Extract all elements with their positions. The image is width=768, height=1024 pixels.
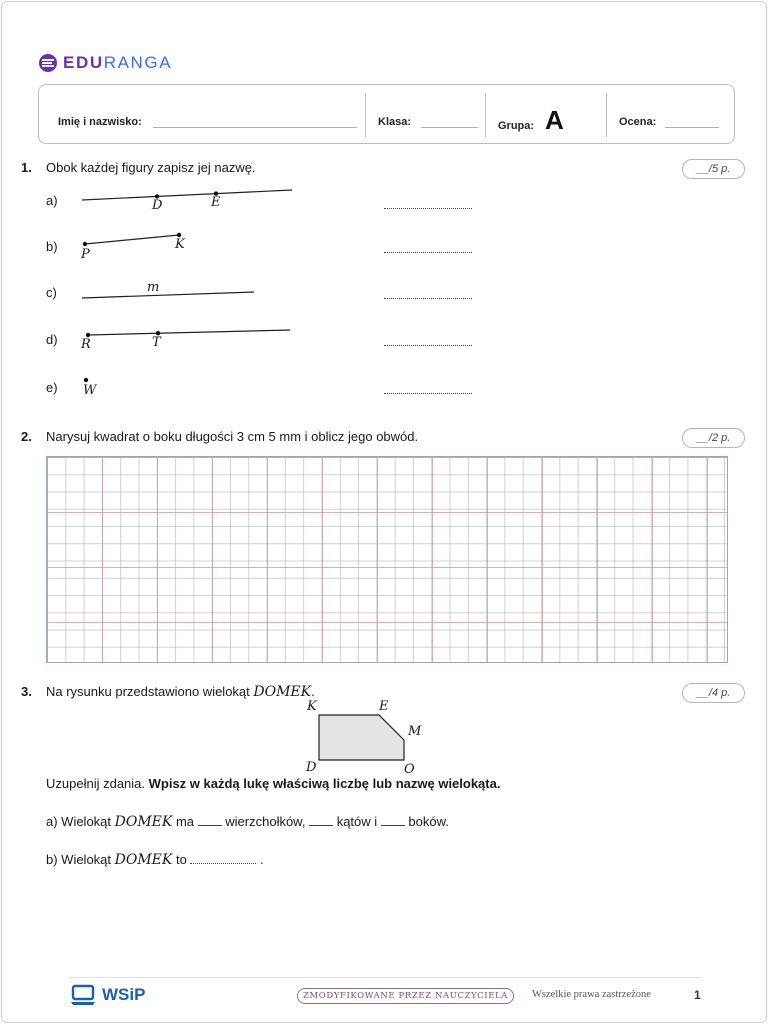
page-number: 1 <box>694 988 701 1002</box>
divider <box>485 93 486 137</box>
eduranga-logo <box>38 52 172 74</box>
group-value: A <box>545 105 564 135</box>
answer-field-e[interactable] <box>384 393 472 394</box>
point-d-label: D <box>152 198 163 213</box>
vertex-o-label: O <box>404 762 415 777</box>
vertex-e-label: E <box>379 699 389 714</box>
laptop-icon <box>70 984 96 1006</box>
question-2-points: __/2 p. <box>682 428 745 448</box>
figure-b-segment <box>85 235 179 244</box>
question-3-text: Na rysunku przedstawiono wielokąt DOMEK. <box>46 684 315 700</box>
blank-angles[interactable] <box>309 816 333 826</box>
grade-field[interactable] <box>665 127 719 128</box>
question-3-sentence-a: a) Wielokąt DOMEK ma wierzchołków, kątów i boków. <box>46 814 449 830</box>
polygon-domek <box>319 715 404 760</box>
q1-option-c-label: c) <box>46 285 57 300</box>
answer-field-b[interactable] <box>384 252 472 253</box>
wsip-logo-text: WSiP <box>102 985 146 1004</box>
vertex-m-label: M <box>408 724 422 739</box>
divider <box>606 93 607 137</box>
modified-badge: ZMODYFIKOWANE PRZEZ NAUCZYCIELA <box>297 988 514 1004</box>
question-3-points: __/4 p. <box>682 683 745 703</box>
figure-c-line <box>82 292 254 298</box>
q1-option-a-label: a) <box>46 193 58 208</box>
point-p-dot <box>83 242 87 246</box>
question-1-points: __/5 p. <box>682 159 745 179</box>
blank-polygon-name[interactable] <box>190 854 256 864</box>
name-label: Imię i nazwisko: <box>58 116 142 128</box>
answer-field-c[interactable] <box>384 298 472 299</box>
q1-option-e-label: e) <box>46 380 58 395</box>
answer-field-a[interactable] <box>384 208 472 209</box>
blank-sides[interactable] <box>381 816 405 826</box>
question-3-instruction: Uzupełnij zdania. Wpisz w każdą lukę właściwą liczbę lub nazwę wielokąta. <box>46 776 501 791</box>
figure-a-line <box>82 190 292 200</box>
q1-figures <box>72 182 312 402</box>
point-w-label: W <box>83 383 97 398</box>
footer-divider <box>70 977 702 978</box>
question-2-text: Narysuj kwadrat o boku długości 3 cm 5 mm i oblicz jego obwód. <box>46 429 419 444</box>
wsip-logo <box>70 984 145 1006</box>
point-t-label: T <box>152 335 161 350</box>
q1-option-b-label: b) <box>46 239 58 254</box>
question-3-number: 3. <box>21 684 32 699</box>
question-1-text: Obok każdej figury zapisz jej nazwę. <box>46 160 256 175</box>
vertex-k-label: K <box>307 699 317 714</box>
eduranga-logo-text: EDURANGA <box>63 53 173 72</box>
point-p-label: P <box>81 247 90 262</box>
point-e-label: E <box>211 195 221 210</box>
group-label: Grupa: <box>498 120 535 132</box>
figure-d-ray <box>88 330 290 335</box>
question-3-sentence-b: b) Wielokąt DOMEK to . <box>46 852 264 868</box>
line-m-label: m <box>147 280 160 295</box>
name-field[interactable] <box>153 127 357 128</box>
point-w-dot <box>84 378 88 382</box>
point-r-label: R <box>81 337 91 352</box>
grade-label: Ocena: <box>619 116 657 128</box>
q1-option-d-label: d) <box>46 332 58 347</box>
class-label: Klasa: <box>378 116 412 128</box>
rights-text: Wszelkie prawa zastrzeżone <box>532 989 651 1000</box>
worksheet-page <box>1 1 767 1023</box>
student-info-box <box>38 84 735 144</box>
class-field[interactable] <box>421 127 478 128</box>
point-k-label: K <box>175 237 185 252</box>
answer-field-d[interactable] <box>384 345 472 346</box>
divider <box>365 93 366 137</box>
question-1-number: 1. <box>21 160 32 175</box>
blank-vertices[interactable] <box>198 816 222 826</box>
drawing-grid[interactable] <box>46 456 728 663</box>
question-2-number: 2. <box>21 429 32 444</box>
vertex-d-label: D <box>306 760 317 775</box>
eduranga-logo-icon <box>38 53 58 73</box>
